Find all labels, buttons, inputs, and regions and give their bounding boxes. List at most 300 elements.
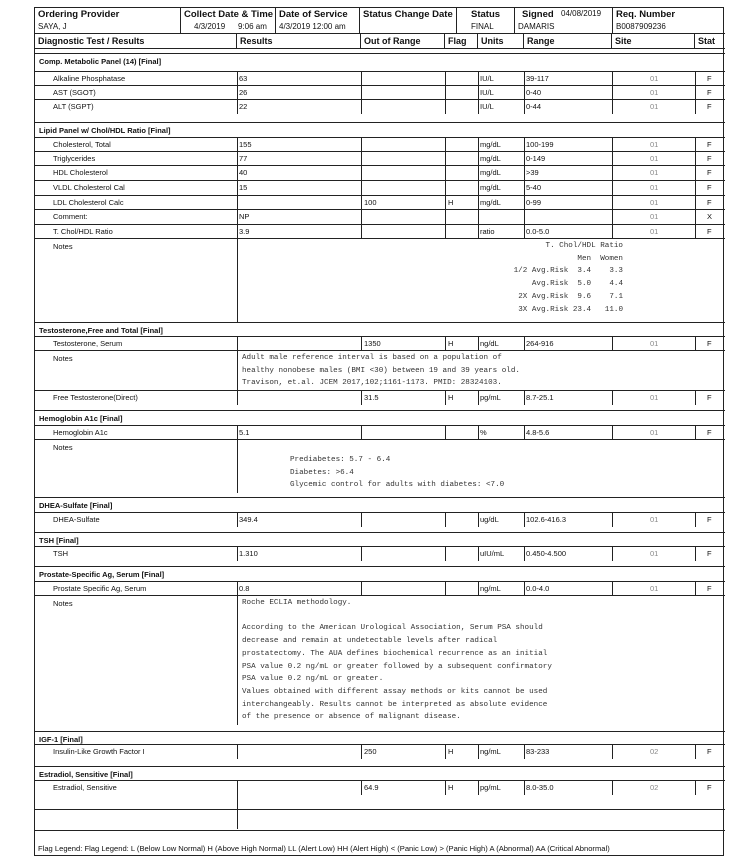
flag-legend: Flag Legend: Flag Legend: L (Below Low Normal) H (Above High Normal) LL (Alert Low) HH (Alert High) < (Panic Low) > (Panic High) A (Abnormal) AA (Critical Abnormal) [38, 844, 610, 853]
row-divider [35, 410, 725, 411]
cell-units: mg/dL [480, 183, 501, 192]
column-divider [445, 581, 446, 596]
cell-flag: H [448, 783, 454, 792]
column-divider [237, 195, 238, 210]
cell-result: 22 [239, 102, 248, 111]
ordering-provider-box [35, 8, 181, 34]
column-divider [478, 209, 479, 224]
notes-line: of the presence or absence of malignant disease. [242, 713, 461, 722]
collect-date-box [181, 8, 276, 34]
cell-result: NP [239, 212, 250, 221]
column-divider [445, 180, 446, 195]
column-divider [695, 85, 696, 100]
column-divider [524, 336, 525, 351]
signed-date: 04/08/2019 [561, 9, 602, 18]
column-divider [695, 209, 696, 224]
column-divider [445, 336, 446, 351]
collect-time-value: 9:06 am [238, 22, 267, 31]
section-title: DHEA-Sulfate [Final] [39, 501, 113, 510]
column-divider [524, 165, 525, 180]
column-divider [445, 195, 446, 210]
notes-line: Adult male reference interval is based on a population of [242, 354, 502, 362]
notes-text [483, 240, 623, 316]
column-divider [524, 209, 525, 224]
column-divider [445, 224, 446, 239]
cell-range: 0-44 [526, 102, 542, 111]
notes-label: Notes [53, 354, 73, 363]
column-divider [237, 165, 238, 180]
column-divider [478, 336, 479, 351]
column-divider [612, 165, 613, 180]
row-divider [35, 195, 725, 196]
cell-stat: F [707, 515, 712, 524]
notes-line: 1/2 Avg.Risk 3.4 3.3 [513, 267, 623, 276]
section-title: Testosterone,Free and Total [Final] [39, 326, 163, 335]
signed-box [515, 8, 613, 34]
column-divider [237, 390, 238, 405]
column-divider [524, 151, 525, 166]
cell-stat: F [707, 339, 712, 348]
column-divider [237, 439, 238, 493]
cell-result: 77 [239, 154, 248, 163]
cell-stat: F [707, 183, 712, 192]
cell-stat: F [707, 549, 712, 558]
column-divider [237, 512, 238, 527]
cell-result: 0.8 [239, 584, 250, 593]
cell-stat: F [707, 428, 712, 437]
cell-result: 349.4 [239, 515, 258, 524]
column-divider [524, 180, 525, 195]
column-divider [612, 209, 613, 224]
notes-line: According to the American Urological Association, Serum PSA should [242, 624, 543, 633]
test-name: HDL Cholesterol [53, 168, 108, 177]
section-title: Comp. Metabolic Panel (14) [Final] [39, 57, 162, 66]
column-divider [445, 99, 446, 114]
column-divider [695, 390, 696, 405]
column-divider [361, 546, 362, 561]
column-divider [695, 224, 696, 239]
cell-flag: H [448, 198, 454, 207]
req-number-box [613, 8, 725, 34]
section-title: Lipid Panel w/ Chol/HDL Ratio [Final] [39, 126, 171, 135]
cell-units: IU/L [480, 102, 494, 111]
column-divider [445, 512, 446, 527]
col-header-flag: Flag [445, 34, 478, 49]
column-divider [361, 425, 362, 440]
date-of-service-label: Date of Service [279, 9, 348, 20]
cell-units: ng/dL [480, 339, 499, 348]
column-divider [237, 209, 238, 224]
cell-range: 100-199 [526, 140, 554, 149]
column-divider [695, 137, 696, 152]
column-divider [612, 224, 613, 239]
cell-site: 01 [650, 198, 659, 207]
status-box [457, 8, 515, 34]
cell-site: 01 [650, 339, 659, 348]
lab-report-sheet [34, 7, 724, 856]
row-divider [35, 809, 725, 810]
cell-site: 02 [650, 783, 659, 792]
cell-units: mg/dL [480, 140, 501, 149]
test-name: Estradiol, Sensitive [53, 783, 117, 792]
column-divider [361, 137, 362, 152]
column-divider [478, 224, 479, 239]
column-divider [524, 99, 525, 114]
column-divider [361, 195, 362, 210]
column-divider [612, 425, 613, 440]
cell-range: 0-99 [526, 198, 542, 207]
date-of-service-box [276, 8, 360, 34]
column-divider [612, 195, 613, 210]
row-divider [35, 224, 725, 225]
row-divider [35, 137, 725, 138]
req-number-value: B0087909236 [616, 22, 666, 31]
column-divider [478, 137, 479, 152]
cell-range: 8.7-25.1 [526, 393, 554, 402]
column-divider [478, 165, 479, 180]
row-divider [35, 830, 725, 831]
test-name: Free Testosterone(Direct) [53, 393, 138, 402]
column-divider [445, 165, 446, 180]
test-name: AST (SGOT) [53, 88, 96, 97]
column-divider [478, 195, 479, 210]
column-divider [695, 780, 696, 795]
cell-site: 01 [650, 212, 659, 221]
column-divider [695, 165, 696, 180]
section-title: Prostate-Specific Ag, Serum [Final] [39, 570, 165, 579]
cell-site: 01 [650, 88, 659, 97]
row-divider [35, 595, 725, 596]
cell-result: 15 [239, 183, 248, 192]
row-divider [35, 99, 725, 100]
column-divider [361, 71, 362, 86]
column-divider [612, 137, 613, 152]
column-divider [445, 546, 446, 561]
notes-text [242, 597, 552, 724]
cell-oor: 100 [364, 198, 377, 207]
cell-site: 01 [650, 183, 659, 192]
row-divider [35, 512, 725, 513]
column-divider [612, 151, 613, 166]
row-divider [35, 336, 725, 337]
column-divider [445, 137, 446, 152]
column-divider [445, 425, 446, 440]
notes-line: Glycemic control for adults with diabetes: <7.0 [290, 481, 505, 490]
cell-stat: F [707, 584, 712, 593]
column-divider [695, 581, 696, 596]
column-divider [524, 744, 525, 759]
cell-site: 01 [650, 393, 659, 402]
row-divider [35, 390, 725, 391]
cell-units: ng/mL [480, 747, 501, 756]
notes-text [242, 352, 520, 390]
column-divider [445, 209, 446, 224]
test-name: TSH [53, 549, 68, 558]
cell-result: 40 [239, 168, 248, 177]
column-divider [361, 165, 362, 180]
notes-line: interchangeably. Results cannot be interpreted as absolute evidence [242, 700, 548, 709]
column-divider [524, 71, 525, 86]
section-title: Estradiol, Sensitive [Final] [39, 770, 133, 779]
notes-line: Diabetes: >6.4 [290, 468, 354, 477]
test-name: Alkaline Phosphatase [53, 74, 126, 83]
test-name: Testosterone, Serum [53, 339, 123, 348]
ordering-provider-value: SAYA, J [38, 22, 67, 31]
status-value: FINAL [471, 22, 494, 31]
cell-oor: 31.5 [364, 393, 379, 402]
cell-flag: H [448, 747, 454, 756]
cell-site: 01 [650, 140, 659, 149]
col-header-results: Results [237, 34, 361, 49]
notes-label: Notes [53, 599, 73, 608]
cell-site: 01 [650, 515, 659, 524]
cell-stat: F [707, 747, 712, 756]
cell-stat: F [707, 74, 712, 83]
column-divider [695, 425, 696, 440]
row-divider [35, 71, 725, 72]
status-label: Status [471, 9, 501, 20]
row-divider [35, 566, 725, 567]
col-header-site: Site [612, 34, 695, 49]
column-divider [445, 744, 446, 759]
cell-stat: F [707, 88, 712, 97]
column-divider [237, 85, 238, 100]
row-divider [35, 85, 725, 86]
notes-line: Values obtained with different assay methods or kits cannot be used [242, 687, 548, 696]
column-divider [361, 744, 362, 759]
column-divider [478, 151, 479, 166]
column-divider [695, 744, 696, 759]
test-name: Cholesterol, Total [53, 140, 111, 149]
notes-label: Notes [53, 242, 73, 251]
column-divider [361, 512, 362, 527]
column-divider [237, 238, 238, 322]
test-name: Prostate Specific Ag, Serum [53, 584, 147, 593]
collect-date-value: 4/3/2019 [194, 22, 226, 31]
row-divider [35, 209, 725, 210]
cell-units: ug/dL [480, 515, 499, 524]
column-divider [478, 390, 479, 405]
cell-stat: F [707, 154, 712, 163]
col-header-stat: Stat [695, 34, 725, 49]
cell-oor: 64.9 [364, 783, 379, 792]
notes-line: Avg.Risk 5.0 4.4 [531, 280, 623, 289]
cell-site: 01 [650, 102, 659, 111]
cell-stat: F [707, 783, 712, 792]
cell-stat: F [707, 198, 712, 207]
notes-label: Notes [53, 443, 73, 452]
cell-units: IU/L [480, 74, 494, 83]
cell-site: 01 [650, 549, 659, 558]
column-divider [524, 581, 525, 596]
column-divider [478, 99, 479, 114]
column-divider [478, 512, 479, 527]
column-divider [361, 151, 362, 166]
column-divider [612, 581, 613, 596]
cell-site: 02 [650, 747, 659, 756]
cell-range: 0-149 [526, 154, 546, 163]
column-divider [695, 99, 696, 114]
column-divider [478, 744, 479, 759]
column-divider [612, 744, 613, 759]
notes-text [290, 454, 504, 492]
column-divider [237, 151, 238, 166]
cell-result: 5.1 [239, 428, 250, 437]
test-name: Comment: [53, 212, 88, 221]
collect-date-label: Collect Date & Time [184, 9, 274, 20]
column-divider [237, 744, 238, 759]
column-divider [524, 195, 525, 210]
notes-line: T. Chol/HDL Ratio [545, 242, 623, 250]
row-divider [35, 546, 725, 547]
notes-line: healthy nonobese males (BMI <30) between 19 and 39 years old. [242, 366, 520, 375]
column-divider [695, 195, 696, 210]
notes-line: Men Women [577, 254, 623, 263]
column-divider [237, 595, 238, 725]
row-divider [35, 122, 725, 123]
column-divider [478, 85, 479, 100]
cell-range: 264-916 [526, 339, 554, 348]
row-divider [35, 180, 725, 181]
cell-stat: X [707, 212, 713, 221]
column-divider [478, 425, 479, 440]
signed-label: Signed [522, 9, 554, 20]
column-divider [478, 546, 479, 561]
column-divider [445, 85, 446, 100]
column-divider [361, 99, 362, 114]
cell-stat: F [707, 393, 712, 402]
col-header-test: Diagnostic Test / Results [35, 34, 237, 49]
column-divider [695, 512, 696, 527]
test-name: Triglycerides [53, 154, 96, 163]
cell-range: 4.8-5.6 [526, 428, 550, 437]
cell-result: 3.9 [239, 227, 250, 236]
row-divider [35, 581, 725, 582]
status-change-box [360, 8, 457, 34]
signed-by: DAMARIS [518, 22, 555, 31]
column-divider [612, 85, 613, 100]
section-title: IGF-1 [Final] [39, 735, 83, 744]
column-divider [237, 137, 238, 152]
column-divider [445, 71, 446, 86]
column-divider [237, 581, 238, 596]
row-divider [35, 53, 725, 54]
cell-units: ratio [480, 227, 495, 236]
column-divider [361, 390, 362, 405]
row-divider [35, 165, 725, 166]
cell-stat: F [707, 140, 712, 149]
test-name: Insulin-Like Growth Factor I [53, 747, 145, 756]
column-divider [612, 390, 613, 405]
row-divider [35, 425, 725, 426]
notes-line: prostatectomy. The AUA defines biochemical recurrence as an initial [242, 649, 548, 658]
column-divider [237, 350, 238, 390]
column-divider [237, 71, 238, 86]
column-divider [612, 780, 613, 795]
ordering-provider-label: Ordering Provider [38, 9, 120, 20]
column-divider [445, 780, 446, 795]
cell-units: mg/dL [480, 198, 501, 207]
col-header-units: Units [478, 34, 524, 49]
test-name: DHEA-Sulfate [53, 515, 100, 524]
column-divider [237, 794, 238, 829]
cell-site: 01 [650, 428, 659, 437]
cell-range: 0.0-4.0 [526, 584, 550, 593]
notes-line: decrease and remain at undetectable levels after radical [242, 637, 498, 646]
column-divider [445, 390, 446, 405]
notes-line: PSA value 0.2 ng/mL or greater. [242, 675, 384, 684]
row-divider [35, 238, 725, 239]
column-divider [237, 224, 238, 239]
column-divider [695, 151, 696, 166]
column-divider [361, 85, 362, 100]
column-divider [524, 224, 525, 239]
cell-range: 8.0-35.0 [526, 783, 554, 792]
col-header-range: Range [524, 34, 612, 49]
notes-line: Prediabetes: 5.7 - 6.4 [290, 456, 391, 464]
cell-units: mg/dL [480, 154, 501, 163]
test-name: LDL Cholesterol Calc [53, 198, 124, 207]
column-divider [612, 336, 613, 351]
row-divider [35, 151, 725, 152]
cell-result: 63 [239, 74, 248, 83]
status-change-label: Status Change Date [363, 9, 453, 20]
cell-range: 102.6-416.3 [526, 515, 567, 524]
cell-site: 01 [650, 74, 659, 83]
column-divider [524, 390, 525, 405]
cell-range: >39 [526, 168, 539, 177]
notes-line [242, 610, 552, 623]
cell-range: 0.0-5.0 [526, 227, 550, 236]
cell-result: 26 [239, 88, 248, 97]
date-of-service-value: 4/3/2019 12:00 am [279, 22, 346, 31]
column-divider [478, 180, 479, 195]
column-divider [237, 425, 238, 440]
column-divider [478, 581, 479, 596]
cell-range: 5-40 [526, 183, 542, 192]
notes-line: 2X Avg.Risk 9.6 7.1 [518, 292, 623, 301]
cell-range: 83-233 [526, 747, 550, 756]
section-title: TSH [Final] [39, 536, 79, 545]
column-divider [524, 780, 525, 795]
test-name: T. Chol/HDL Ratio [53, 227, 113, 236]
cell-units: uIU/mL [480, 549, 505, 558]
column-divider [237, 546, 238, 561]
cell-range: 39-117 [526, 74, 549, 83]
test-name: Hemoglobin A1c [53, 428, 108, 437]
column-divider [695, 336, 696, 351]
test-name: VLDL Cholesterol Cal [53, 183, 125, 192]
cell-stat: F [707, 102, 712, 111]
test-name: ALT (SGPT) [53, 102, 94, 111]
row-divider [35, 780, 725, 781]
column-divider [478, 780, 479, 795]
cell-flag: H [448, 393, 454, 402]
col-header-out-of-range: Out of Range [361, 34, 445, 49]
cell-flag: H [448, 339, 454, 348]
cell-units: % [480, 428, 487, 437]
cell-result: 1.310 [239, 549, 258, 558]
row-divider [35, 766, 725, 767]
cell-site: 01 [650, 154, 659, 163]
row-divider [35, 322, 725, 323]
column-divider [237, 336, 238, 351]
row-divider [35, 439, 725, 440]
row-divider [35, 497, 725, 498]
column-divider [695, 546, 696, 561]
column-divider [612, 99, 613, 114]
column-divider [237, 180, 238, 195]
